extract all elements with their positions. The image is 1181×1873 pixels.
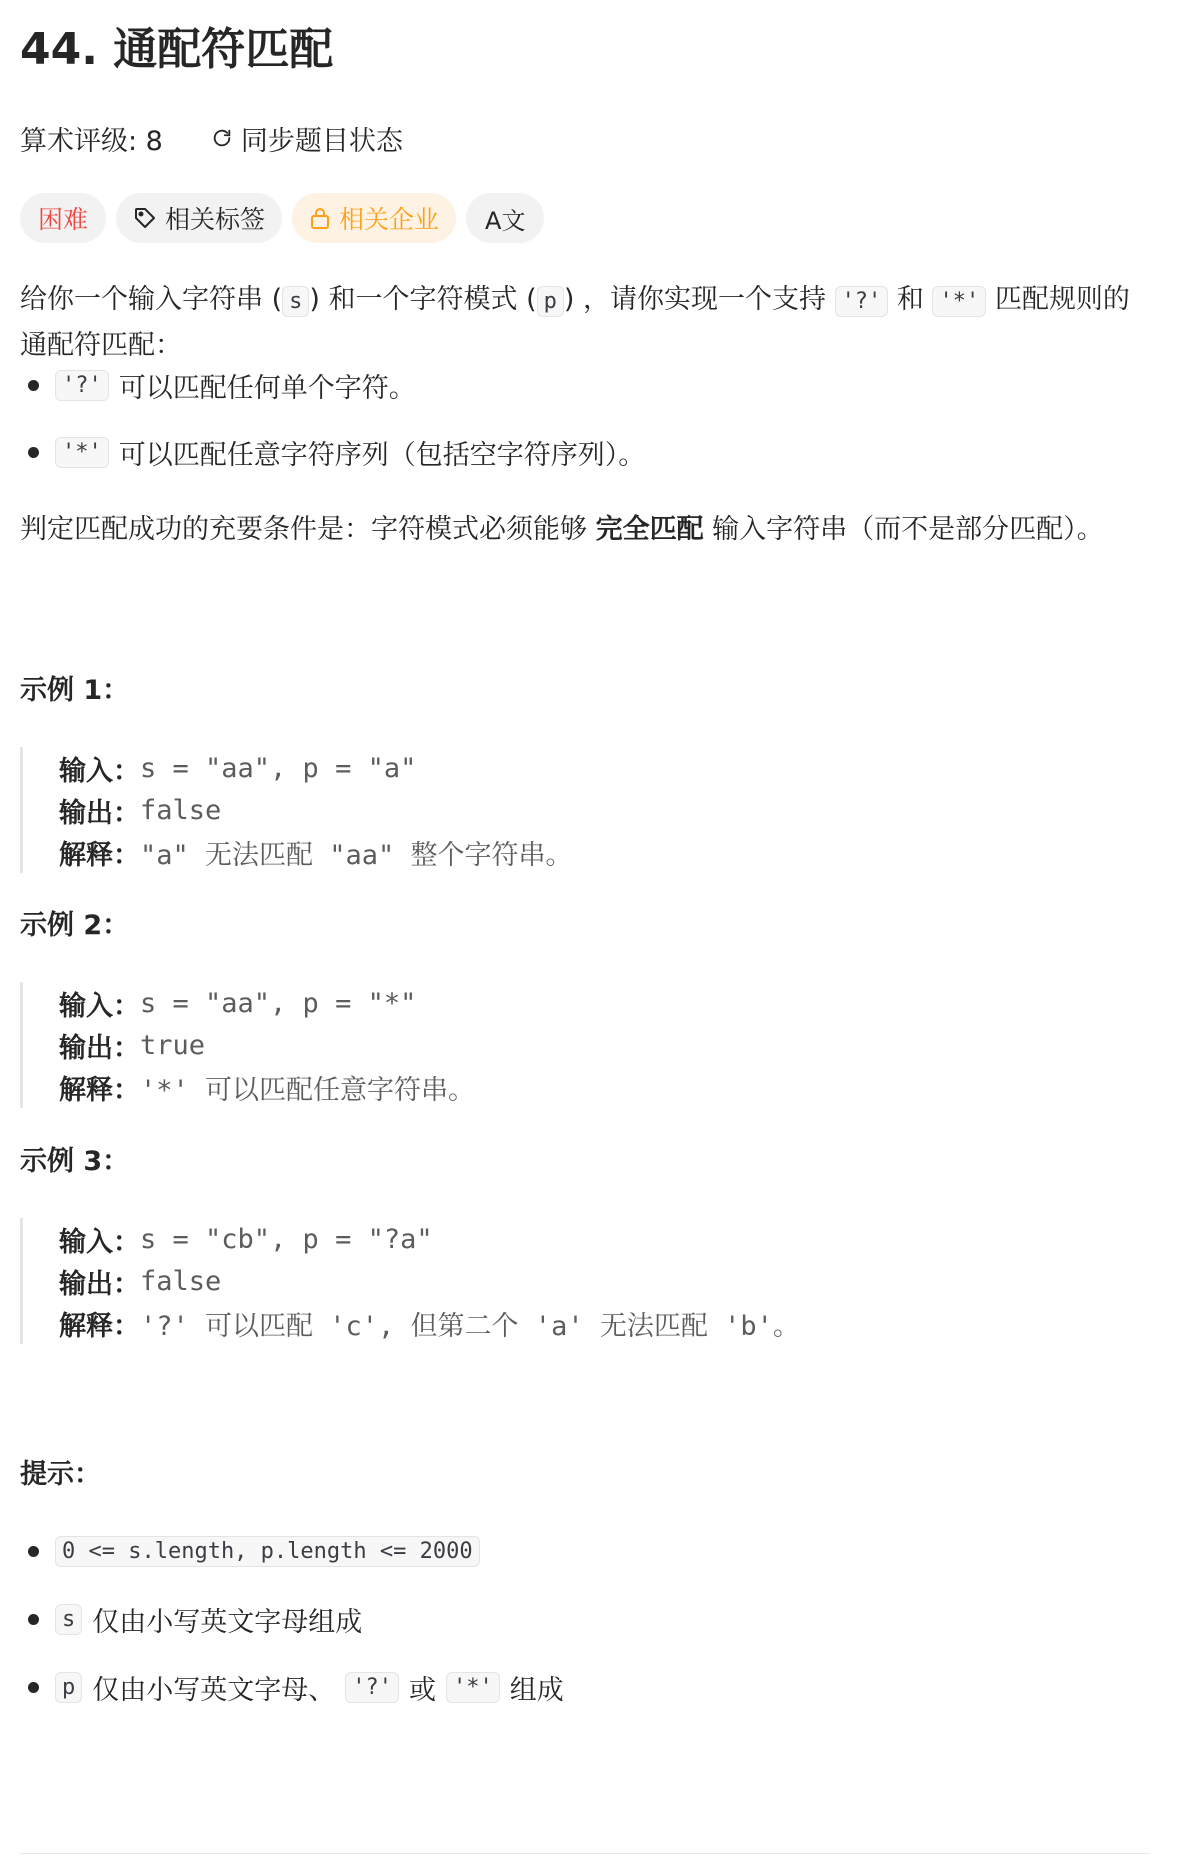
bullet-icon [28, 1682, 39, 1693]
constraint-text: 或 [409, 1674, 436, 1706]
desc-text: ) 和一个字符模式 ( [309, 284, 537, 315]
difficulty-label: 困难 [38, 205, 89, 234]
input-value: s = "aa", p = "a" [140, 752, 417, 784]
refresh-icon [211, 127, 233, 149]
example-1-block [20, 747, 1120, 873]
inline-code: s [55, 1604, 82, 1635]
inline-code: p [537, 286, 564, 317]
constraint-text: 仅由小写英文字母、 [92, 1674, 336, 1706]
input-value: s = "cb", p = "?a" [140, 1223, 433, 1255]
rating-label: 算术评级: 8 [20, 125, 163, 157]
inline-code: s [282, 286, 309, 317]
input-label: 输入： [59, 755, 140, 787]
problem-meta [20, 118, 403, 158]
explain-value: "a" 无法匹配 "aa" 整个字符串。 [140, 839, 573, 871]
input-label: 输入： [59, 1226, 140, 1258]
tag-icon [133, 206, 157, 230]
explain-value: '?' 可以匹配 'c', 但第二个 'a' 无法匹配 'b'。 [140, 1310, 800, 1342]
description-paragraph [20, 278, 1150, 368]
companies-label: 相关企业 [339, 205, 440, 234]
example-2-block [20, 982, 1120, 1108]
bullet-icon [28, 1614, 39, 1625]
output-value: false [140, 794, 222, 826]
constraint-text: 组成 [509, 1674, 564, 1706]
tag-bar [20, 193, 544, 243]
explain-label: 解释： [59, 839, 140, 871]
inline-code: '*' [446, 1672, 500, 1703]
constraint-item [20, 1597, 362, 1641]
desc-text: 和 [888, 284, 933, 315]
inline-code: '?' [345, 1672, 399, 1703]
match-condition-paragraph [20, 508, 1130, 552]
explain-label: 解释： [59, 1310, 140, 1342]
bullet-icon [28, 380, 39, 391]
translate-button[interactable] [466, 193, 544, 243]
problem-title: 44. 通配符匹配 [20, 24, 334, 75]
output-value: false [140, 1265, 222, 1297]
topic-tags-label: 相关标签 [165, 205, 266, 234]
emphasis-text: 完全匹配 [595, 514, 704, 545]
constraint-item [20, 1529, 480, 1573]
difficulty-badge [20, 193, 106, 243]
example-3-block [20, 1218, 1120, 1344]
inline-code: 0 <= s.length, p.length <= 2000 [55, 1536, 480, 1567]
inline-code: '*' [932, 286, 986, 317]
desc-text: ) ，请你实现一个支持 [563, 284, 835, 315]
section-divider [20, 1853, 1150, 1854]
rule-text: 可以匹配任意字符序列（包括空字符序列）。 [118, 439, 646, 471]
output-label: 输出： [59, 1268, 140, 1300]
input-value: s = "aa", p = "*" [140, 987, 417, 1019]
desc-text: 输入字符串（而不是部分匹配）。 [703, 514, 1104, 545]
translate-icon: A文 [485, 206, 526, 235]
constraints-heading: 提示： [20, 1459, 101, 1490]
output-value: true [140, 1029, 206, 1061]
input-label: 输入： [59, 990, 140, 1022]
desc-text: 判定匹配成功的充要条件是：字符模式必须能够 [20, 514, 596, 545]
lock-icon [309, 206, 331, 230]
bullet-icon [28, 1546, 39, 1557]
companies-button[interactable] [292, 193, 456, 243]
output-label: 输出： [59, 1032, 140, 1064]
example-2-heading: 示例 2： [20, 910, 130, 941]
desc-text: 给你一个输入字符串 ( [20, 284, 283, 315]
inline-code: '?' [835, 286, 889, 317]
example-3-heading: 示例 3： [20, 1146, 130, 1177]
explain-value: '*' 可以匹配任意字符串。 [140, 1074, 476, 1106]
rule-item [20, 363, 416, 407]
output-label: 输出： [59, 797, 140, 829]
inline-code: '*' [55, 437, 109, 468]
inline-code: p [55, 1672, 82, 1703]
example-1-heading: 示例 1： [20, 675, 130, 706]
inline-code: '?' [55, 370, 109, 401]
desc-text: 匹配规则的通配符匹配： [20, 284, 1130, 361]
constraint-item [20, 1665, 564, 1709]
bullet-icon [28, 447, 39, 458]
rule-text: 可以匹配任何单个字符。 [118, 372, 416, 404]
topic-tags-button[interactable] [116, 193, 282, 243]
sync-status-button[interactable] [211, 119, 403, 158]
sync-status-label: 同步题目状态 [240, 125, 403, 157]
rule-item [20, 430, 645, 474]
constraint-text: 仅由小写英文字母组成 [92, 1606, 363, 1638]
explain-label: 解释： [59, 1074, 140, 1106]
